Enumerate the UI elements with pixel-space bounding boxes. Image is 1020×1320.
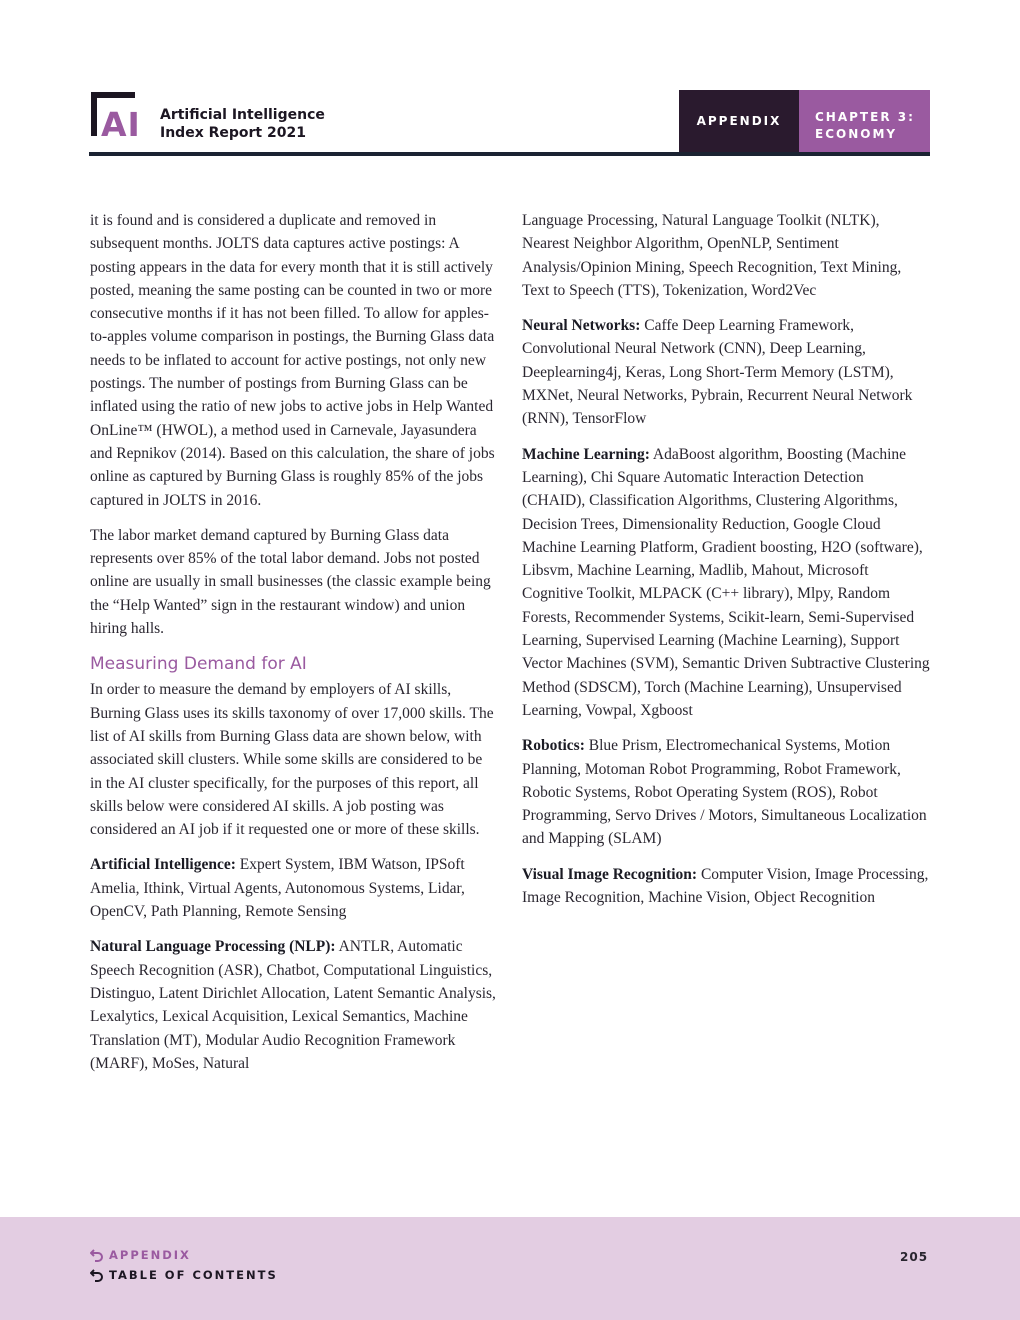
left-column	[90, 209, 498, 1087]
skill-cluster-text: Blue Prism, Electromechanical Systems, Motion Planning, Motoman Robot Programming, Robot Framework, Robotic Systems, Robot Operating System (ROS), Robot Programming, Servo Drives / Motors, Simultaneous Localization and Mapping (SLAM)	[522, 737, 927, 848]
header-rule	[89, 152, 930, 156]
skill-cluster-label: Neural Networks:	[522, 317, 641, 335]
skill-cluster-visual-image-recognition	[522, 863, 930, 910]
skill-cluster-text: AdaBoost algorithm, Boosting (Machine Learning), Chi Square Automatic Interaction Detection (CHAID), Classification Algorithms, Clustering Algorithms, Decision Trees, Dimensionality Reduction, Google Cloud Machine Learning Platform, Gradient boosting, H2O (software), Libsvm, Machine Learning, Madlib, Mahout, Microsoft Cognitive Toolkit, MLPACK (C++ library), Mlpy, Random Forests, Recommender Systems, Scikit-learn, Semi-Supervised Learning, Supervised Learning (Machine Learning), Support Vector Machines (SVM), Semantic Driven Subtractive Clustering Method (SDSCM), Torch (Machine Learning), Unsupervised Learning, Vowpal, Xgboost	[522, 445, 930, 719]
body-paragraph: The labor market demand captured by Burning Glass data represents over 85% of the total labor demand. Jobs not posted online are usually in small businesses (the classic example being the “Help Wanted” sign in the restaurant window) and union hiring halls.	[90, 526, 491, 638]
skill-cluster-text: Computer Vision, Image Processing, Image Recognition, Machine Vision, Object Recognition	[522, 865, 929, 907]
page-number: 205	[900, 1250, 929, 1264]
skill-cluster-nlp-continued: Language Processing, Natural Language Toolkit (NLTK), Nearest Neighbor Algorithm, OpenNLP, Sentiment Analysis/Opinion Mining, Speech Recognition, Text Mining, Text to Speech (TTS), Tokenization, Word2Vec	[522, 212, 902, 299]
section-heading: Measuring Demand for AI	[90, 654, 307, 675]
page-footer	[0, 1217, 1020, 1320]
logo-text: AI	[101, 105, 141, 140]
return-arrow-icon	[90, 1268, 104, 1282]
skill-cluster-label: Artificial Intelligence:	[90, 856, 236, 874]
appendix-link-label: APPENDIX	[109, 1248, 191, 1262]
body-paragraph: it is found and is considered a duplicate and removed in subsequent months. JOLTS data captures active postings: A posting appears in the data for every month that it is still actively posted, meaning the same posting can be counted in two or more consecutive months if it has not been filled. To allow for apples-to-apples volume comparison in postings, the Burning Glass data needs to be inflated to account for active postings, not only new postings. The number of postings from Burning Glass can be inflated using the ratio of new jobs to active jobs in Help Wanted OnLine™ (HWOL), a method used in Carnevale, Jayasundera and Repnikov (2014). Based on this calculation, the share of jobs online as captured by Burning Glass is roughly 85% of the jobs captured in JOLTS in 2016.	[90, 212, 495, 509]
tab-chapter-line1: CHAPTER 3:	[815, 110, 915, 124]
skill-cluster-text: ANTLR, Automatic Speech Recognition (ASR), Chatbot, Computational Linguistics, Distinguo, Latent Dirichlet Allocation, Latent Semantic Analysis, Lexalytics, Lexical Acquisition, Lexical Semantics, Machine Translation (MT), Modular Audio Recognition Framework (MARF), MoSes, Natural	[90, 938, 496, 1072]
body-paragraph: In order to measure the demand by employers of AI skills, Burning Glass uses its skills taxonomy of over 17,000 skills. The list of AI skills from Burning Glass data are shown below, with associated skill clusters. While some skills are considered to be in the AI cluster specifically, for the purposes of this report, all skills below were considered AI skills. A job posting was considered an AI job if it requested one or more of these skills.	[90, 681, 494, 839]
tab-chapter-line2: ECONOMY	[815, 127, 898, 141]
table-of-contents-link[interactable]	[90, 1268, 278, 1282]
skill-cluster-neural-networks	[522, 314, 930, 430]
table-of-contents-link-label: TABLE OF CONTENTS	[109, 1268, 278, 1282]
skill-cluster-machine-learning	[522, 443, 930, 723]
report-title-line2: Index Report 2021	[160, 125, 306, 141]
skill-cluster-nlp	[90, 935, 498, 1075]
skill-cluster-text: Caffe Deep Learning Framework, Convolutional Neural Network (CNN), Deep Learning, Deeplearning4j, Keras, Long Short-Term Memory (LSTM), MXNet, Neural Networks, Pybrain, Recurrent Neural Network (RNN), TensorFlow	[522, 317, 913, 428]
tab-chapter[interactable]	[799, 90, 930, 152]
report-title	[160, 106, 325, 142]
report-title-line1: Artificial Intelligence	[160, 107, 325, 123]
right-column	[522, 209, 930, 921]
skill-cluster-ai	[90, 853, 498, 923]
tab-appendix[interactable]: APPENDIX	[679, 90, 799, 152]
page-header	[89, 90, 930, 152]
appendix-link[interactable]	[90, 1248, 191, 1262]
skill-cluster-text: Expert System, IBM Watson, IPSoft Amelia, Ithink, Virtual Agents, Autonomous Systems, Lidar, OpenCV, Path Planning, Remote Sensing	[90, 856, 465, 921]
skill-cluster-label: Natural Language Processing (NLP):	[90, 938, 336, 956]
skill-cluster-label: Machine Learning:	[522, 445, 650, 463]
skill-cluster-robotics	[522, 734, 930, 850]
return-arrow-icon	[90, 1248, 104, 1262]
ai-index-logo	[89, 90, 145, 140]
skill-cluster-label: Robotics:	[522, 737, 585, 755]
skill-cluster-label: Visual Image Recognition:	[522, 865, 698, 883]
